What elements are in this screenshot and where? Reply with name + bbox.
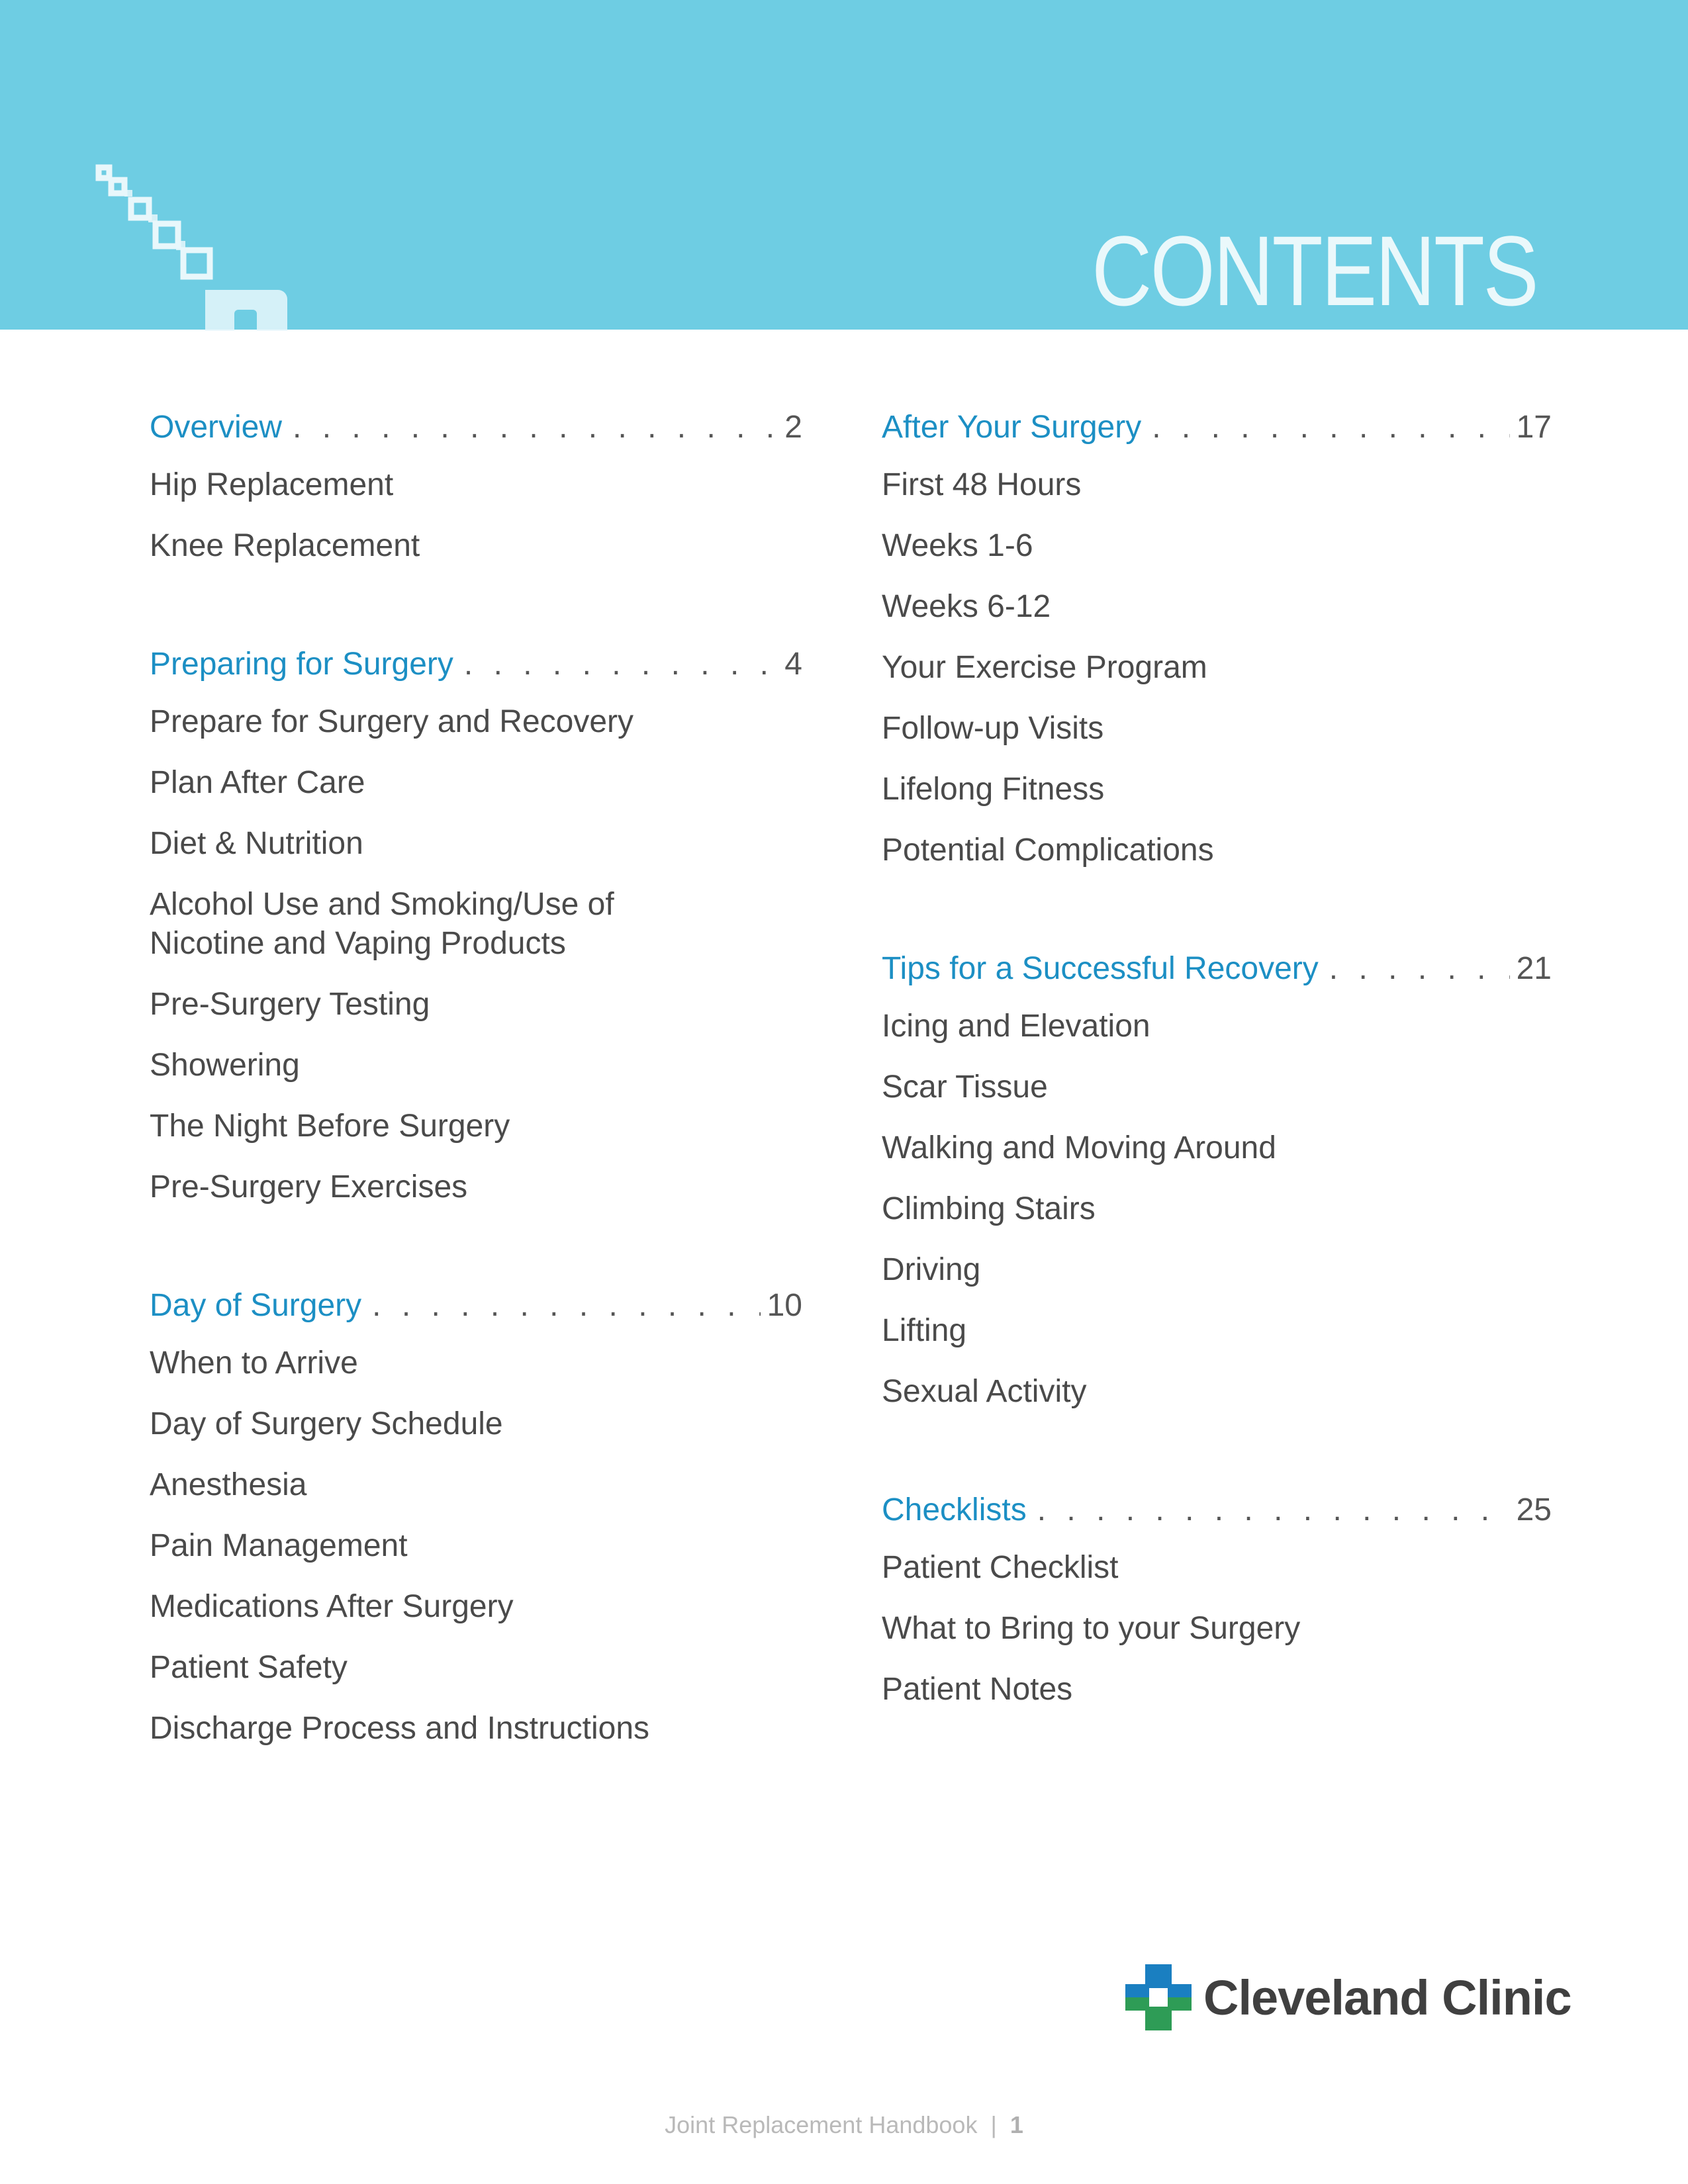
toc-heading-label[interactable]: Preparing for Surgery [150, 647, 453, 682]
toc-item[interactable]: Your Exercise Program [882, 650, 1207, 685]
logo-wordmark: Cleveland Clinic [1203, 1970, 1571, 2025]
toc-heading[interactable] [882, 405, 1552, 450]
toc-right-column [882, 405, 1552, 1709]
toc-item[interactable]: Prepare for Surgery and Recovery [150, 704, 634, 739]
toc-page-number: 2 [784, 410, 802, 445]
toc-item[interactable]: Follow-up Visits [882, 711, 1104, 746]
toc-page-number: 10 [767, 1288, 802, 1323]
toc-item[interactable]: Icing and Elevation [882, 1009, 1150, 1044]
toc-item[interactable]: Hip Replacement [150, 467, 394, 502]
toc-item[interactable]: Day of Surgery Schedule [150, 1406, 503, 1441]
toc-item[interactable]: Alcohol Use and Smoking/Use of Nicotine and Vaping Products [150, 887, 614, 961]
toc-heading-label[interactable]: After Your Surgery [882, 410, 1142, 445]
toc-section-after-surgery [882, 405, 1552, 870]
toc-heading[interactable] [150, 642, 802, 687]
toc-item[interactable]: Plan After Care [150, 765, 365, 800]
toc-heading-label[interactable]: Overview [150, 410, 283, 445]
page-title: CONTENTS [1092, 215, 1537, 326]
toc-item[interactable]: First 48 Hours [882, 467, 1082, 502]
toc-section-tips [882, 946, 1552, 1411]
page-footer [0, 2111, 1688, 2139]
dot-leader [1152, 405, 1509, 450]
toc-item[interactable]: Driving [882, 1252, 981, 1287]
toc-section-checklists [882, 1488, 1552, 1709]
dot-leader [293, 405, 778, 450]
toc-item[interactable]: Lifting [882, 1313, 967, 1348]
toc-page-number: 25 [1516, 1492, 1552, 1527]
toc-section-preparing [150, 642, 802, 1206]
toc-item[interactable]: Pre-Surgery Testing [150, 987, 430, 1022]
toc-item[interactable]: Patient Safety [150, 1650, 348, 1685]
toc-item[interactable]: Patient Notes [882, 1672, 1073, 1707]
toc-page-number: 17 [1516, 410, 1552, 445]
toc-heading-label[interactable]: Checklists [882, 1492, 1027, 1527]
dot-leader [464, 642, 778, 687]
toc-left-column [150, 405, 802, 1748]
toc-item[interactable]: Weeks 1-6 [882, 528, 1033, 563]
dot-leader [372, 1283, 760, 1328]
toc-item[interactable]: Climbing Stairs [882, 1191, 1096, 1226]
toc-heading[interactable] [150, 405, 802, 450]
toc-item[interactable]: Walking and Moving Around [882, 1130, 1276, 1165]
toc-section-overview [150, 405, 802, 565]
toc-item[interactable]: Pre-Surgery Exercises [150, 1169, 468, 1205]
toc-item[interactable]: Potential Complications [882, 833, 1214, 868]
toc-heading[interactable] [882, 1488, 1552, 1533]
toc-item[interactable]: When to Arrive [150, 1345, 358, 1381]
toc-item[interactable]: The Night Before Surgery [150, 1109, 510, 1144]
toc-item[interactable]: Diet & Nutrition [150, 826, 363, 861]
toc-heading[interactable] [150, 1283, 802, 1328]
toc-page-number: 4 [784, 647, 802, 682]
toc-item[interactable]: Weeks 6-12 [882, 589, 1051, 624]
toc-section-day-of-surgery [150, 1283, 802, 1748]
footer-page-number: 1 [1009, 2111, 1023, 2138]
toc-page-number: 21 [1516, 951, 1552, 986]
cleveland-clinic-cross-icon [1125, 1964, 1192, 2030]
decorative-squares-icon [93, 159, 305, 331]
dot-leader [1037, 1488, 1510, 1533]
toc-item[interactable]: Discharge Process and Instructions [150, 1711, 650, 1746]
toc-item[interactable]: Patient Checklist [882, 1550, 1119, 1585]
header-banner [0, 0, 1688, 330]
toc-item[interactable]: Anesthesia [150, 1467, 307, 1502]
toc-item[interactable]: Lifelong Fitness [882, 772, 1105, 807]
toc-heading[interactable] [882, 946, 1552, 991]
toc-item[interactable]: Knee Replacement [150, 528, 420, 563]
toc-item[interactable]: What to Bring to your Surgery [882, 1611, 1301, 1646]
toc-heading-label[interactable]: Day of Surgery [150, 1288, 362, 1323]
toc-item[interactable]: Medications After Surgery [150, 1589, 514, 1624]
cleveland-clinic-logo [1125, 1964, 1571, 2030]
footer-separator: | [990, 2111, 997, 2138]
toc-item[interactable]: Showering [150, 1048, 300, 1083]
toc-item[interactable]: Scar Tissue [882, 1069, 1048, 1105]
footer-title: Joint Replacement Handbook [665, 2111, 978, 2138]
dot-leader [1329, 946, 1510, 991]
toc-item[interactable]: Pain Management [150, 1528, 408, 1563]
toc-heading-label[interactable]: Tips for a Successful Recovery [882, 951, 1319, 986]
toc-item[interactable]: Sexual Activity [882, 1374, 1087, 1409]
